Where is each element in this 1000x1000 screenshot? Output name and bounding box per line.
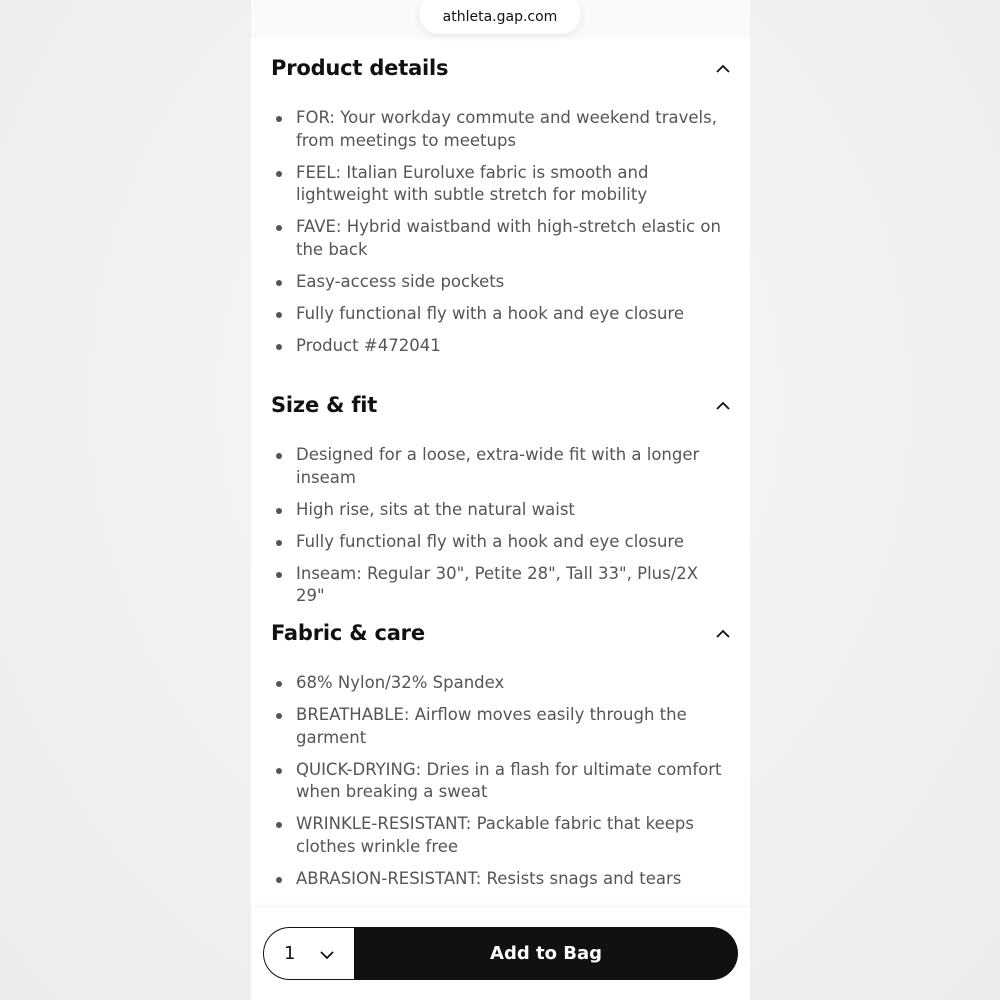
list-item: FAVE: Hybrid waistband with high-stretch elastic on the back — [276, 216, 730, 261]
quantity-select[interactable] — [263, 927, 355, 980]
product-details-header[interactable] — [251, 43, 750, 93]
url-bar[interactable] — [419, 0, 581, 34]
chevron-down-icon — [320, 945, 334, 964]
fabric-care-list — [251, 672, 750, 890]
list-item: Fully functional fly with a hook and eye closure — [276, 531, 730, 554]
list-item: QUICK-DRYING: Dries in a flash for ultimate comfort when breaking a sweat — [276, 759, 730, 804]
add-to-bag-label: Add to Bag — [490, 943, 602, 964]
list-item: Fully functional fly with a hook and eye closure — [276, 303, 730, 326]
chevron-up-icon[interactable] — [714, 59, 732, 77]
list-item: Inseam: Regular 30", Petite 28", Tall 33", Plus/2X 29" — [276, 563, 730, 608]
section-title: Product details — [271, 56, 449, 80]
list-item: High rise, sits at the natural waist — [276, 499, 730, 522]
list-item: BREATHABLE: Airflow moves easily through the garment — [276, 704, 730, 749]
quantity-value: 1 — [284, 943, 296, 964]
section-title: Fabric & care — [271, 621, 425, 645]
mobile-viewport — [251, 0, 750, 1000]
section-product-details — [251, 43, 750, 367]
add-to-bag-button[interactable] — [354, 927, 738, 980]
sticky-add-to-bag-bar — [251, 907, 750, 1000]
section-fabric-care — [251, 608, 750, 900]
size-fit-list — [251, 444, 750, 608]
list-item: 68% Nylon/32% Spandex — [276, 672, 730, 695]
url-text: athleta.gap.com — [442, 9, 558, 25]
list-item: FOR: Your workday commute and weekend travels, from meetings to meetups — [276, 107, 730, 152]
browser-top-bar — [251, 0, 750, 38]
chevron-up-icon[interactable] — [714, 624, 732, 642]
product-details-list — [251, 107, 750, 357]
list-item: FEEL: Italian Euroluxe fabric is smooth and lightweight with subtle stretch for mobility — [276, 162, 730, 207]
section-size-fit — [251, 380, 750, 617]
list-item: Designed for a loose, extra-wide fit with a longer inseam — [276, 444, 730, 489]
fabric-care-header[interactable] — [251, 608, 750, 658]
list-item: Product #472041 — [276, 335, 730, 358]
list-item: ABRASION-RESISTANT: Resists snags and tears — [276, 868, 730, 891]
size-fit-header[interactable] — [251, 380, 750, 430]
list-item: Easy-access side pockets — [276, 271, 730, 294]
section-title: Size & fit — [271, 393, 378, 417]
list-item: WRINKLE-RESISTANT: Packable fabric that keeps clothes wrinkle free — [276, 813, 730, 858]
chevron-up-icon[interactable] — [714, 396, 732, 414]
